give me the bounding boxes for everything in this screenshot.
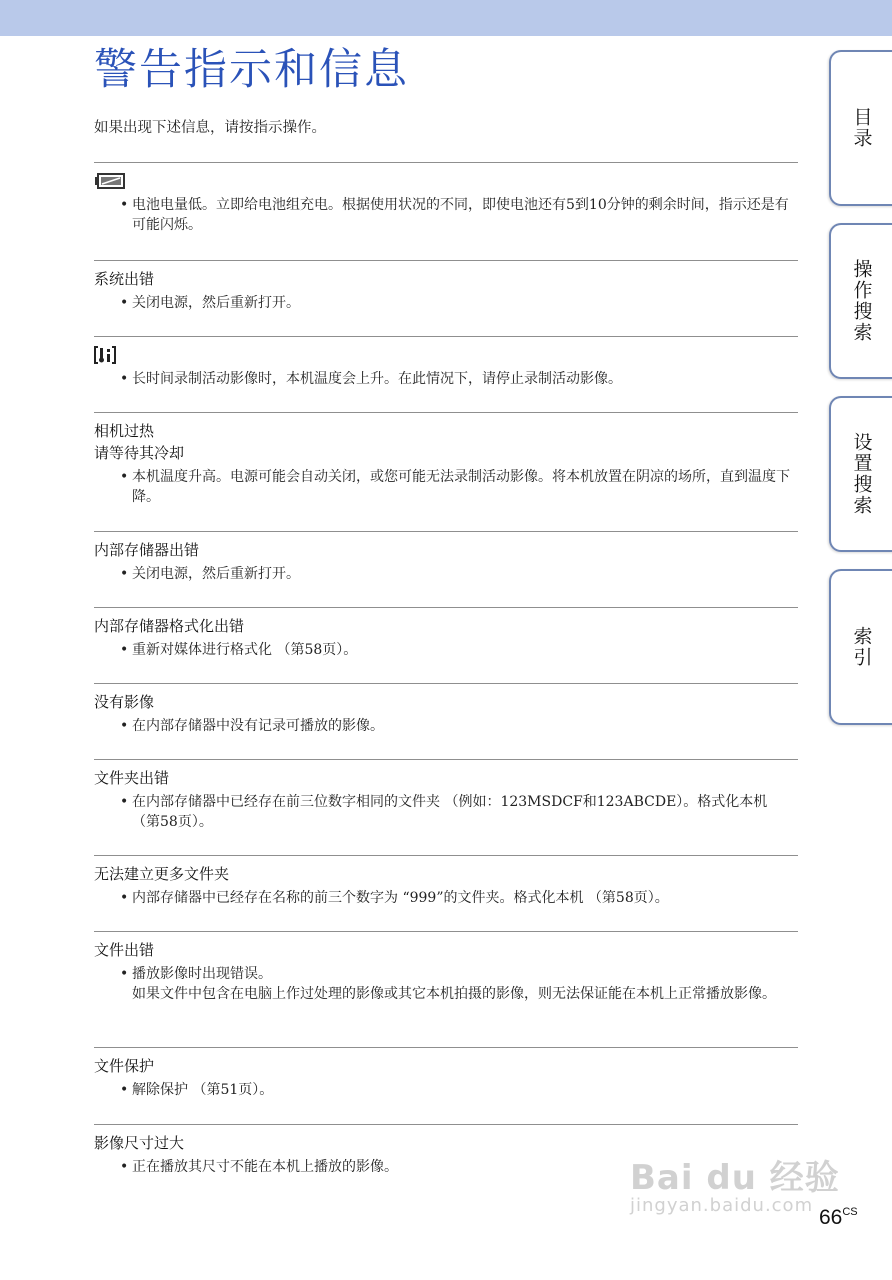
section-title: 内部存储器格式化出错 <box>94 617 245 635</box>
tab-settings-search[interactable]: 设置搜索 <box>829 396 892 552</box>
list-item: • 在内部存储器中没有记录可播放的影像。 <box>120 718 384 734</box>
section-subtitle: 请等待其冷却 <box>94 444 185 462</box>
section-title: 系统出错 <box>94 270 155 288</box>
section-title: 没有影像 <box>94 693 155 711</box>
message-section <box>94 162 798 260</box>
tab-operation-search[interactable]: 操作搜索 <box>829 223 892 379</box>
list-item: • 重新对媒体进行格式化 （第58页）。 <box>120 642 358 658</box>
message-section <box>94 412 798 531</box>
top-banner <box>0 0 892 36</box>
message-section <box>94 855 798 931</box>
list-item: • 播放影像时出现错误。 如果文件中包含在电脑上作过处理的影像或其它本机拍摄的影像，则无法保证能在本机上正常播放影像。 <box>120 966 776 1002</box>
list-item: • 在内部存储器中已经存在前三位数字相同的文件夹 （例如：123MSDCF和123ABCDE）。格式化本机 （第58页）。 <box>120 794 768 830</box>
message-section <box>94 336 798 412</box>
list-item: • 正在播放其尺寸不能在本机上播放的影像。 <box>120 1159 398 1175</box>
tab-contents[interactable]: 目录 <box>829 50 892 206</box>
message-list <box>94 162 798 1194</box>
list-item: • 本机温度升高。电源可能会自动关闭，或您可能无法录制活动影像。将本机放置在阴凉的场所，直到温度下降。 <box>120 469 790 505</box>
section-title: 文件出错 <box>94 941 155 959</box>
message-section <box>94 931 798 1047</box>
page-number: $66^{CS}$ <box>819 1206 858 1229</box>
message-section <box>94 607 798 683</box>
list-item: • 电池电量低。立即给电池组充电。根据使用状况的不同，即使电池还有5到10分钟的剩余时间，指示还是有可能闪烁。 <box>120 197 789 233</box>
intro-text: 如果出现下述信息，请按指示操作。 <box>94 120 326 136</box>
list-item: • 内部存储器中已经存在名称的前三个数字为 “999”的文件夹。格式化本机 （第58页）。 <box>120 890 669 906</box>
list-item: • 关闭电源，然后重新打开。 <box>120 295 300 311</box>
page-title: 警告指示和信息 <box>94 45 409 95</box>
message-section <box>94 531 798 607</box>
baidu-watermark: Bai du 经验 jingyan.baidu.com <box>630 1158 840 1216</box>
section-title: 影像尺寸过大 <box>94 1134 185 1152</box>
section-title: 文件夹出错 <box>94 769 170 787</box>
message-section <box>94 260 798 336</box>
section-title: 文件保护 <box>94 1057 155 1075</box>
section-title: 相机过热 <box>94 422 155 440</box>
temperature-warning-icon <box>94 344 798 366</box>
low-battery-icon <box>94 170 798 192</box>
list-item: • 关闭电源，然后重新打开。 <box>120 566 300 582</box>
message-section <box>94 683 798 759</box>
section-title: 内部存储器出错 <box>94 541 200 559</box>
list-item: • 长时间录制活动影像时，本机温度会上升。在此情况下，请停止录制活动影像。 <box>120 371 622 387</box>
list-item: • 解除保护 （第51页）。 <box>120 1082 274 1098</box>
message-section <box>94 759 798 855</box>
tab-index[interactable]: 索引 <box>829 569 892 725</box>
message-section <box>94 1047 798 1124</box>
section-title: 无法建立更多文件夹 <box>94 865 230 883</box>
